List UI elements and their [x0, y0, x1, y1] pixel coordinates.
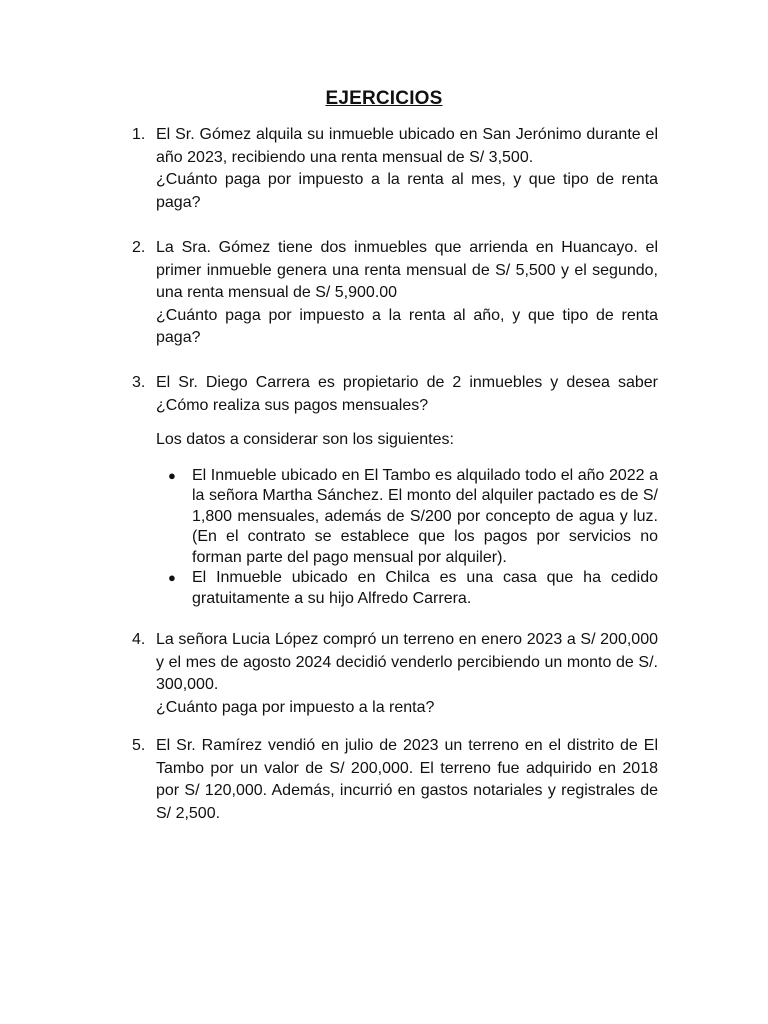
exercise-statement: El Sr. Gómez alquila su inmueble ubicado en San Jerónimo durante el año 2023, recibiendo una renta mensual de S/ 3,500.	[156, 126, 658, 166]
exercise-number: 2.	[132, 239, 146, 256]
exercise-2	[132, 237, 658, 350]
bullet-item	[156, 568, 658, 609]
exercise-5	[132, 735, 658, 825]
exercise-number: 1.	[132, 126, 146, 143]
exercise-4	[132, 629, 658, 719]
bullet-text: El Inmueble ubicado en El Tambo es alquilado todo el año 2022 a la señora Martha Sánchez. El monto del alquiler pactado es de S/ 1,800 mensuales, además de S/200 por concepto de agua y luz. (En el contrato se establece que los pagos por servicios no forman parte del pago mensual por alquiler).	[192, 466, 658, 566]
bullet-text: El Inmueble ubicado en Chilca es una casa que ha cedido gratuitamente a su hijo Alfredo Carrera.	[192, 569, 658, 607]
exercise-1	[132, 124, 658, 214]
exercise-statement: El Sr. Ramírez vendió en julio de 2023 un terreno en el distrito de El Tambo por un valor de S/ 200,000. El terreno fue adquirido en 2018 por S/ 120,000. Además, incurrió en gastos notariales y registrales de S/ 2,500.	[156, 737, 658, 822]
exercise-question: ¿Cuánto paga por impuesto a la renta?	[156, 698, 435, 716]
exercise-statement: El Sr. Diego Carrera es propietario de 2 inmuebles y desea saber ¿Cómo realiza sus pagos mensuales?	[156, 374, 658, 414]
bullet-icon: ●	[168, 467, 176, 483]
exercise-number: 3.	[132, 374, 146, 391]
bullet-icon: ●	[168, 570, 176, 585]
exercise-bullet-list	[156, 466, 658, 610]
bullet-item	[156, 466, 658, 569]
exercise-3	[132, 372, 658, 609]
exercise-statement: La señora Lucia López compró un terreno en enero 2023 a S/ 200,000 y el mes de agosto 2024 decidió venderlo percibiendo un monto de S/. 300,000.	[156, 631, 658, 693]
exercise-number: 4.	[132, 631, 146, 648]
exercise-question: ¿Cuánto paga por impuesto a la renta al año, y que tipo de renta paga?	[156, 306, 658, 346]
page-title: EJERCICIOS	[325, 88, 443, 109]
exercise-question: ¿Cuánto paga por impuesto a la renta al mes, y que tipo de renta paga?	[156, 171, 658, 211]
exercise-data-intro: Los datos a considerar son los siguientes:	[156, 431, 454, 448]
exercise-statement: La Sra. Gómez tiene dos inmuebles que arrienda en Huancayo. el primer inmueble genera una renta mensual de S/ 5,500 y el segundo, una renta mensual de S/ 5,900.00	[156, 239, 658, 301]
exercise-number: 5.	[132, 737, 146, 754]
